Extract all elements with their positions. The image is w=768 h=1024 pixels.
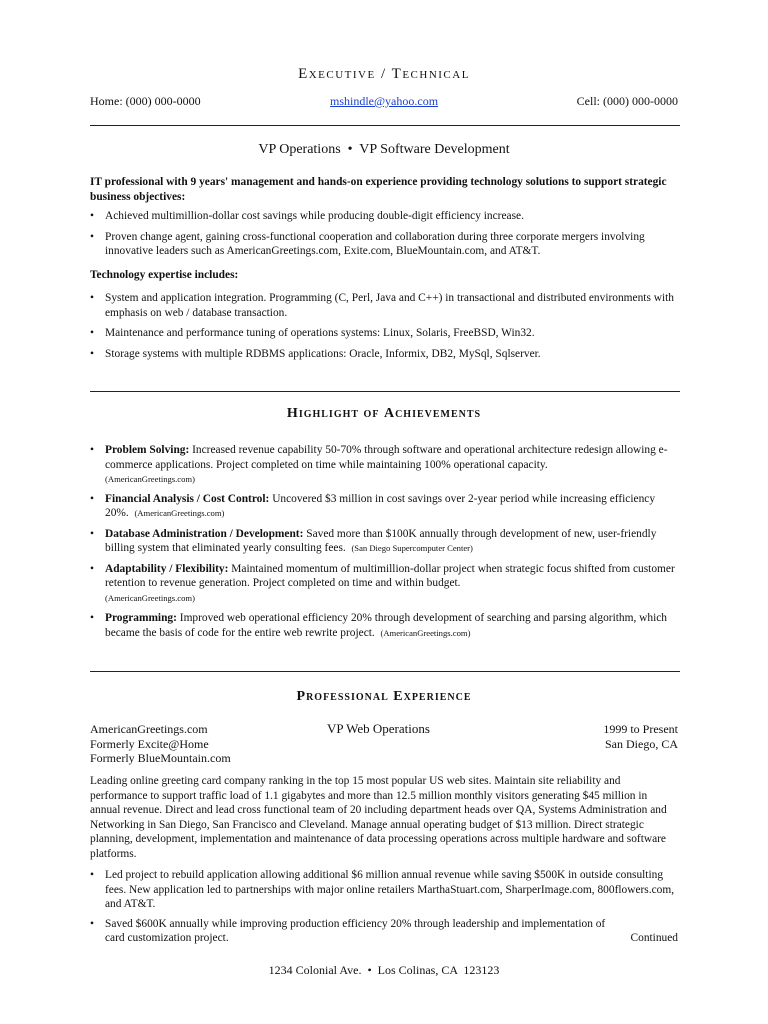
bullet-icon: • bbox=[90, 869, 94, 881]
summary-section bbox=[90, 175, 678, 361]
bullet-icon: • bbox=[90, 444, 94, 456]
summary-bullet: • Achieved multimillion-dollar cost savings while producing double-digit efficiency increase. bbox=[90, 210, 524, 222]
job-header bbox=[90, 722, 678, 768]
email-link[interactable]: mshindle@yahoo.com bbox=[330, 94, 439, 108]
achievement-item: • Financial Analysis / Cost Control: Uncovered $3 million in cost savings over 2-year period while increasing efficiency 20%. (AmericanGreetings.com) bbox=[90, 492, 658, 519]
title-part-2: echnical bbox=[402, 66, 470, 82]
tech-bullet: • System and application integration. Programming (C, Perl, Java and C++) in transactional and distributed environments with emphasis on web / database transaction. bbox=[90, 292, 674, 319]
job-description: Leading online greeting card company ranking in the top 15 most popular US web sites. Maintain site reliability and performance to support traffic load of 1.1 gigabytes and more than 12.5 million monthly visitors generating $45 million in annual revenue. Direct and lead cross functional team of 20 including department heads over QA, Systems Administration and Networking in San Diego, San Francisco and Cleveland. Manage annual operating budget of $13 million. Direct strategic planning, development, implementation and maintenance of data processing operations across multiple hardware and software platforms. bbox=[90, 775, 667, 860]
achievements-list bbox=[90, 443, 678, 640]
experience-heading: Professional Experience bbox=[296, 689, 472, 704]
job-dates: 1999 to Present bbox=[603, 722, 678, 736]
divider-top bbox=[90, 125, 680, 126]
achievement-item: • Adaptability / Flexibility: Maintained momentum of multimillion-dollar project when strategic focus shifted from customer retention to revenue generation. Project completed on time and within budget. (AmericanGreetings.com) bbox=[90, 562, 675, 603]
company-block bbox=[90, 722, 231, 766]
achievement-item: • Problem Solving: Increased revenue capability 50-70% through software and operational architecture redesign allowing e-commerce applications. Project completed on time while maintaining 100% operational capacity. (AmericanGreetings.com) bbox=[90, 444, 668, 484]
summary-intro: IT professional with 9 years' management and hands-on experience providing technology solutions to support strategic business objectives: bbox=[90, 176, 667, 203]
bullet-icon: • bbox=[90, 917, 94, 930]
bullet-icon: • bbox=[90, 210, 94, 222]
bullet-icon: • bbox=[90, 327, 94, 339]
resume-title bbox=[0, 66, 768, 83]
bullet-icon: • bbox=[90, 612, 94, 624]
achievements-heading: Highlight of Achievements bbox=[286, 406, 482, 421]
title-separator: / bbox=[375, 66, 392, 82]
achievements-section bbox=[90, 443, 678, 640]
bullet-icon: • bbox=[90, 562, 94, 575]
achievement-item: • Programming: Improved web operational efficiency 20% through development of searching and parsing algorithm, which became the basis of code for the entire web rewrite project. (AmericanGreetings.com) bbox=[90, 612, 670, 639]
bullet-icon: • bbox=[90, 527, 94, 540]
job-bullet: • Saved $600K annually while improving production efficiency 20% through leadership and implementation of card customization project. Continued bbox=[90, 917, 678, 944]
summary-bullet: • Proven change agent, gaining cross-functional cooperation and collaboration during three corporate mergers involving innovative leaders such as AmericanGreetings.com, Exite.com, BlueMountain.com, and AT&T. bbox=[90, 230, 645, 257]
tech-heading: Technology expertise includes: bbox=[90, 268, 239, 281]
contact-line bbox=[90, 94, 678, 110]
bullet-icon: • bbox=[90, 492, 94, 505]
job-bullets bbox=[90, 868, 678, 946]
continued-label: Continued bbox=[630, 932, 678, 944]
summary-bullets bbox=[90, 209, 678, 259]
bullet-icon: • bbox=[90, 347, 94, 360]
tech-bullets bbox=[90, 291, 678, 361]
achievement-item: • Database Administration / Development: Saved more than $100K annually through development of new, user-friendly billing system that eliminated yearly consulting fees. (San Diego Supercomputer Center) bbox=[90, 527, 660, 554]
job-title: VP Web Operations bbox=[327, 721, 430, 736]
company-former-1: Formerly Excite@Home bbox=[90, 736, 209, 751]
job-meta bbox=[603, 722, 678, 751]
experience-section bbox=[90, 774, 678, 946]
company-former-2: Formerly BlueMountain.com bbox=[90, 751, 231, 765]
bullet-icon: • bbox=[90, 230, 94, 243]
job-location: San Diego, CA bbox=[605, 736, 678, 751]
company-name: AmericanGreetings.com bbox=[90, 722, 208, 736]
bullet-icon: • bbox=[90, 292, 94, 304]
tech-bullet: • Storage systems with multiple RDBMS applications: Oracle, Informix, DB2, MySql, Sqlserver. bbox=[90, 347, 541, 360]
divider-experience bbox=[90, 671, 680, 672]
divider-achievements bbox=[90, 391, 680, 392]
title-cap-2: T bbox=[391, 66, 403, 82]
home-phone: Home: (000) 000-0000 bbox=[90, 94, 201, 108]
headline: VP Operations • VP Software Development bbox=[258, 142, 510, 157]
job-bullet: • Led project to rebuild application allowing additional $6 million annual revenue while saving $500K in outside consulting fees. New application led to partnerships with major online retailers MarthaStuart.com, SharperImage.com, 800flowers.com, and AT&T. bbox=[90, 869, 675, 910]
footer-address: 1234 Colonial Ave. • Los Colinas, CA 123123 bbox=[268, 963, 500, 977]
tech-bullet: • Maintenance and performance tuning of operations systems: Linux, Solaris, FreeBSD, Win32. bbox=[90, 327, 535, 339]
title-part-1: xecutive bbox=[308, 66, 376, 82]
title-cap-1: E bbox=[298, 66, 309, 82]
cell-phone: Cell: (000) 000-0000 bbox=[576, 94, 678, 108]
